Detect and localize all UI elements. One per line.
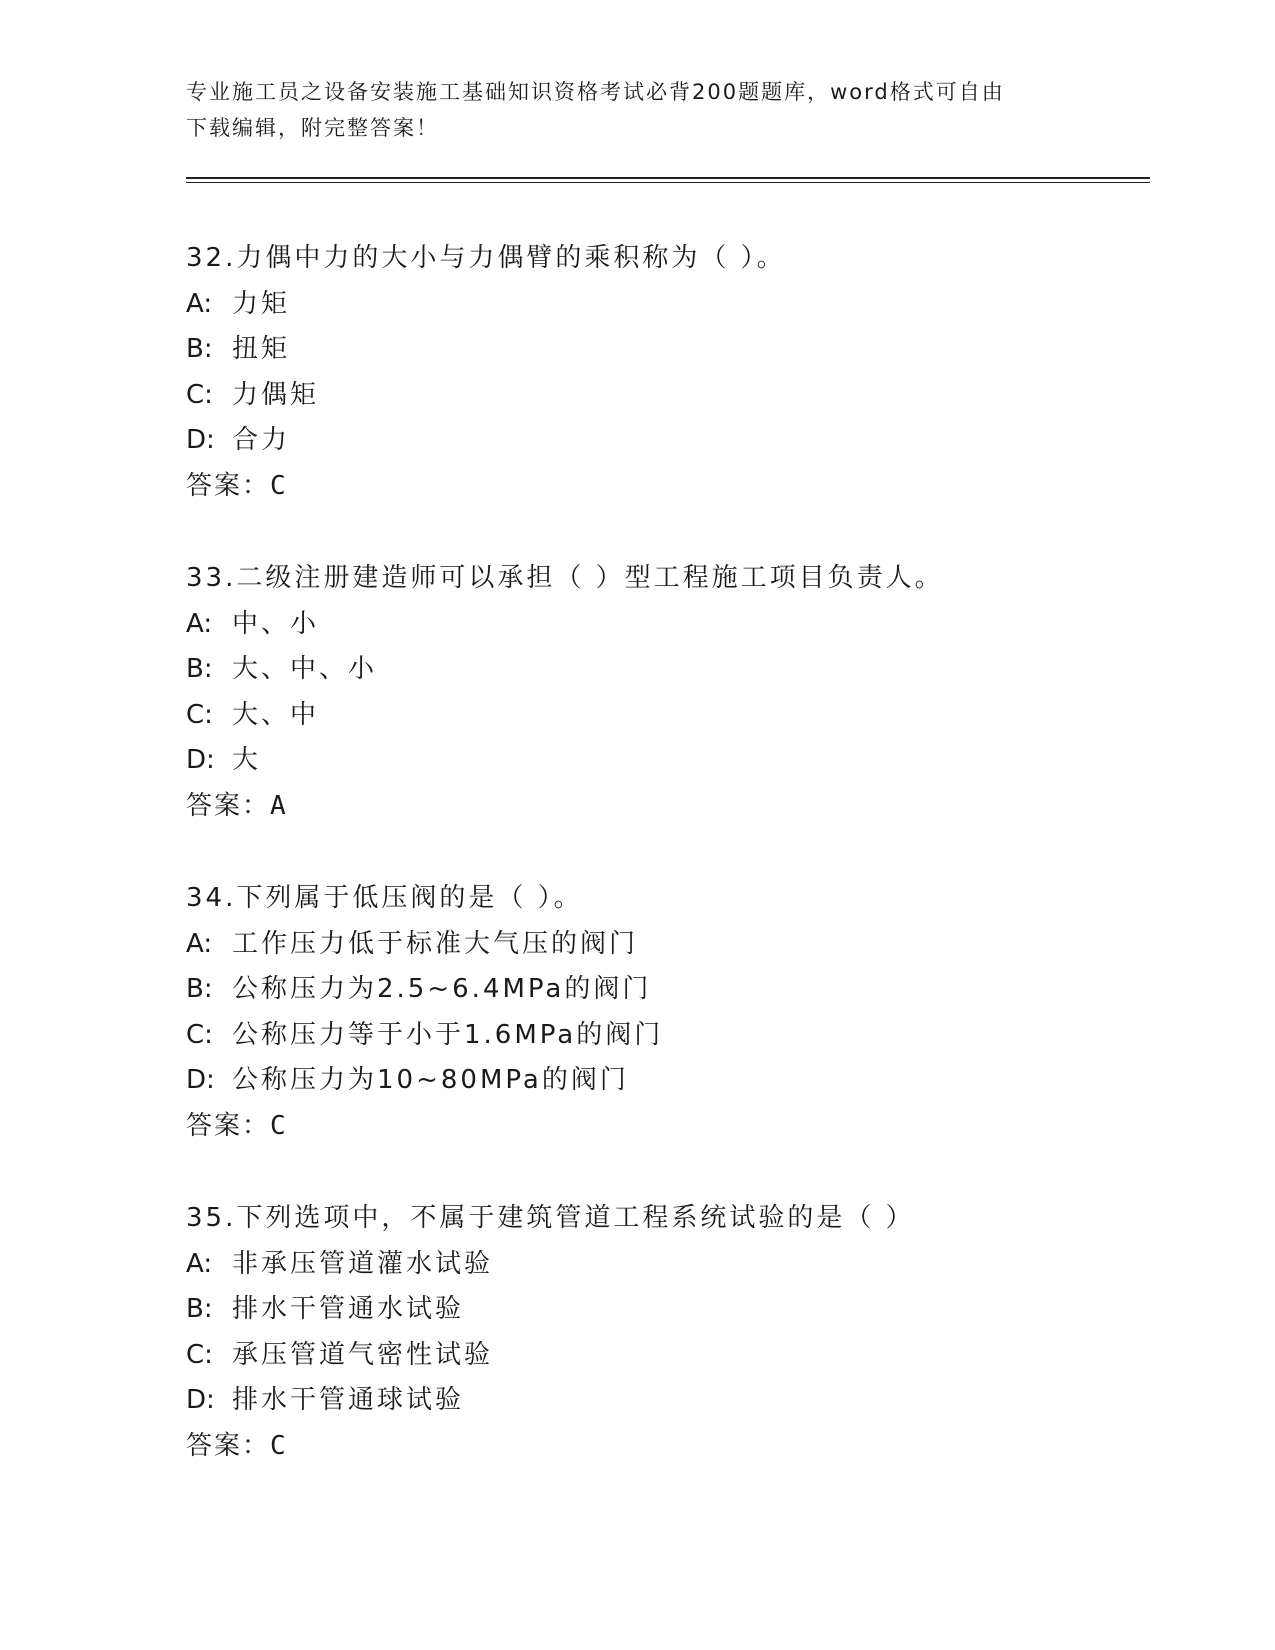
question-32: [186, 236, 1150, 556]
answer-value: C: [270, 1430, 287, 1461]
option-a: [186, 1242, 1150, 1288]
question-stem: 33.二级注册建造师可以承担（ ）型工程施工项目负责人。: [186, 563, 944, 593]
question-34: [186, 876, 1150, 1196]
option-b: [186, 647, 1150, 693]
question-stem: 32.力偶中力的大小与力偶臂的乘积称为（ ）。: [186, 243, 786, 273]
document-header: [186, 74, 1086, 146]
option-b: [186, 327, 1150, 373]
option-letter: A:: [186, 928, 213, 959]
option-letter: B:: [186, 1294, 213, 1324]
option-text: 合力: [232, 425, 291, 455]
option-d: [186, 1378, 1150, 1424]
question-stem: 35.下列选项中，不属于建筑管道工程系统试验的是（ ）: [186, 1203, 915, 1233]
option-letter: D:: [186, 745, 215, 775]
option-letter: A:: [186, 608, 213, 639]
option-d: [186, 418, 1150, 464]
option-text: 力矩: [232, 288, 291, 319]
answer-value: A: [270, 790, 287, 821]
answer-line: [186, 464, 1150, 510]
option-letter: B:: [186, 974, 213, 1004]
option-b: [186, 1287, 1150, 1333]
option-letter: A:: [186, 1248, 213, 1279]
option-text: 排水干管通水试验: [232, 1294, 465, 1324]
option-text: 公称压力等于小于1.6MPa的阀门: [232, 1019, 664, 1050]
option-a: [186, 602, 1150, 648]
header-divider-thin: [186, 182, 1150, 183]
option-letter: C:: [186, 1019, 213, 1050]
answer-value: C: [270, 470, 287, 501]
question-33: [186, 556, 1150, 876]
option-a: [186, 282, 1150, 328]
option-text: 公称压力为2.5~6.4MPa的阀门: [232, 974, 652, 1004]
option-letter: C:: [186, 699, 213, 730]
answer-line: [186, 1424, 1150, 1470]
option-letter: C:: [186, 379, 213, 410]
option-letter: B:: [186, 654, 213, 684]
option-a: [186, 922, 1150, 968]
option-b: [186, 967, 1150, 1013]
option-text: 承压管道气密性试验: [232, 1339, 494, 1370]
question-stem: 34.下列属于低压阀的是（ ）。: [186, 883, 583, 913]
option-c: [186, 373, 1150, 419]
answer-label: 答案：: [186, 1430, 271, 1461]
option-d: [186, 738, 1150, 784]
option-text: 工作压力低于标准大气压的阀门: [232, 928, 639, 959]
answer-label: 答案：: [186, 470, 271, 501]
option-text: 非承压管道灌水试验: [232, 1248, 494, 1279]
question-list: [186, 236, 1150, 1516]
option-letter: D:: [186, 1065, 215, 1095]
option-text: 力偶矩: [232, 379, 320, 410]
option-letter: B:: [186, 334, 213, 364]
answer-line: [186, 784, 1150, 830]
option-c: [186, 1333, 1150, 1379]
header-line-1: 专业施工员之设备安装施工基础知识资格考试必背200题题库，word格式可自由: [186, 80, 1005, 104]
option-letter: A:: [186, 288, 213, 319]
option-text: 公称压力为10~80MPa的阀门: [232, 1065, 629, 1095]
answer-label: 答案：: [186, 1110, 271, 1141]
option-text: 大、中、小: [232, 654, 378, 684]
option-text: 排水干管通球试验: [232, 1385, 465, 1415]
answer-value: C: [270, 1110, 287, 1141]
option-c: [186, 1013, 1150, 1059]
option-c: [186, 693, 1150, 739]
question-35: [186, 1196, 1150, 1516]
header-line-2: 下载编辑，附完整答案！: [186, 116, 439, 140]
option-text: 扭矩: [232, 334, 291, 364]
option-d: [186, 1058, 1150, 1104]
option-text: 中、小: [232, 608, 320, 639]
option-letter: C:: [186, 1339, 213, 1370]
answer-label: 答案：: [186, 790, 271, 821]
option-letter: D:: [186, 1385, 215, 1415]
option-text: 大: [232, 745, 262, 775]
header-divider-thick: [186, 177, 1150, 179]
option-text: 大、中: [232, 699, 320, 730]
answer-line: [186, 1104, 1150, 1150]
option-letter: D:: [186, 425, 215, 455]
